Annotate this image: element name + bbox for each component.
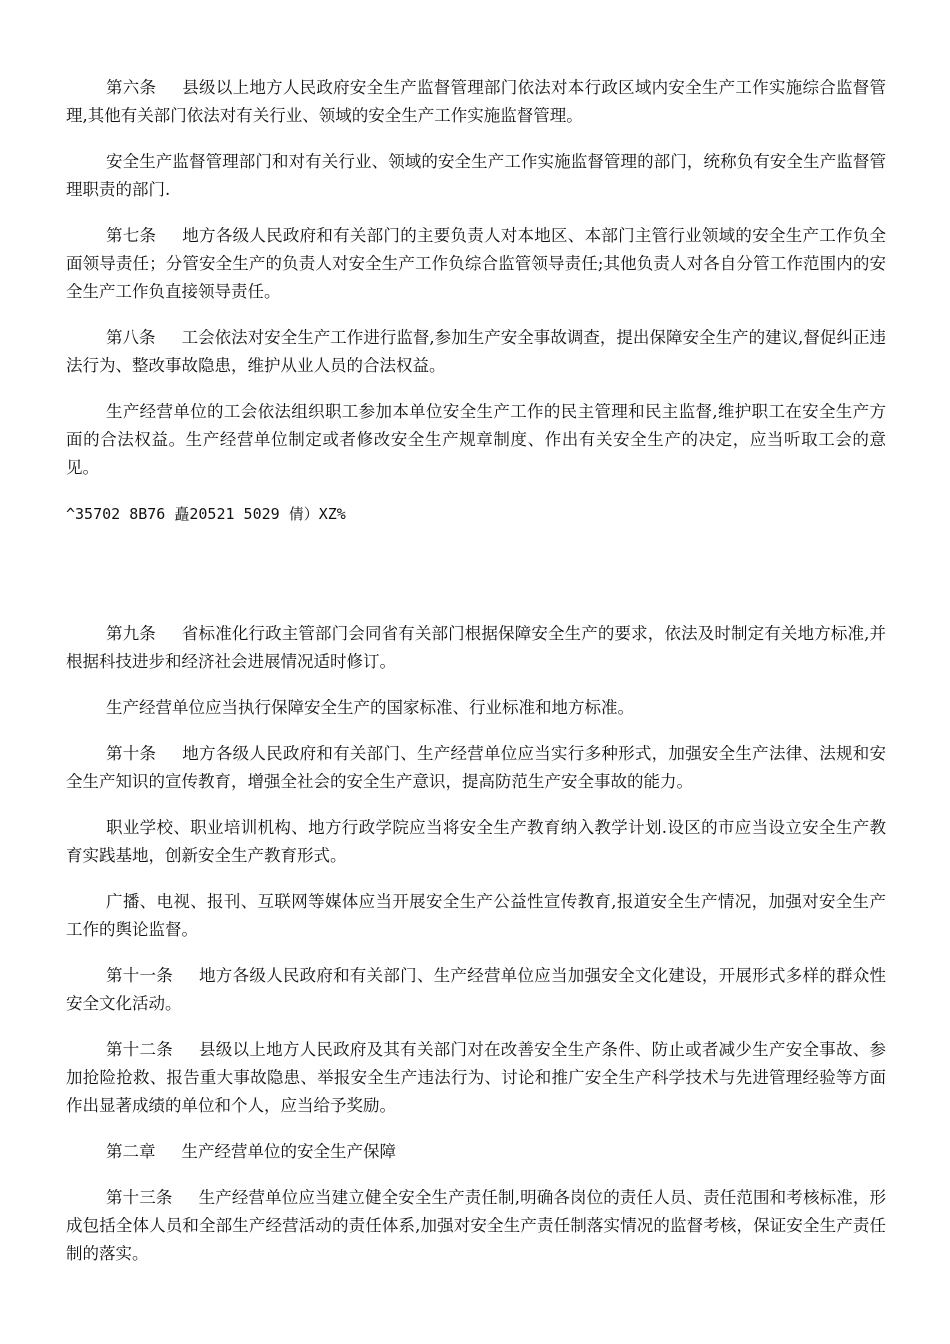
article-number: 第十三条 [106,1188,173,1207]
chapter-heading [66,1138,886,1166]
paragraph-text: 地方各级人民政府和有关部门、生产经营单位应当加强安全文化建设，开展形式多样的群众性安全文化活动。 [66,966,887,1013]
garbled-text-line: ^35702 8B76 矗20521 5029 倩）XZ% [66,505,346,523]
article-number: 第十条 [106,744,157,763]
article-9-paragraph-2 [66,694,886,722]
document-page [66,74,886,1286]
article-6-paragraph [66,74,886,130]
paragraph-text: 生产经营单位应当执行保障安全生产的国家标准、行业标准和地方标准。 [106,698,634,717]
chapter-number: 第二章 [106,1142,156,1161]
article-8-paragraph [66,324,886,380]
article-number: 第十二条 [106,1040,174,1059]
paragraph-text: 职业学校、职业培训机构、地方行政学院应当将安全生产教育纳入教学计划.设区的市应当设立安全生产教育实践基地，创新安全生产教育形式。 [66,818,886,865]
article-number: 第九条 [106,624,156,643]
paragraph-text: 地方各级人民政府和有关部门的主要负责人对本地区、本部门主管行业领域的安全生产工作负全面领导责任；分管安全生产的负责人对安全生产工作负综合监管领导责任;其他负责人对各自分管工作范围内的安全生产工作负直接领导责任。 [66,226,887,301]
paragraph-text: 工会依法对安全生产工作进行监督,参加生产安全事故调查，提出保障安全生产的建议,督促纠正违法行为、整改事故隐患，维护从业人员的合法权益。 [66,328,887,375]
paragraph-text: 地方各级人民政府和有关部门、生产经营单位应当实行多种形式，加强安全生产法律、法规和安全生产知识的宣传教育，增强全社会的安全生产意识，提高防范生产安全事故的能力。 [66,744,887,791]
paragraph-text: 县级以上地方人民政府安全生产监督管理部门依法对本行政区域内安全生产工作实施综合监督管理,其他有关部门依法对有关行业、领域的安全生产工作实施监督管理。 [66,78,887,125]
article-number: 第六条 [106,78,157,97]
paragraph-text: 安全生产监督管理部门和对有关行业、领域的安全生产工作实施监督管理的部门，统称负有安全生产监督管理职责的部门. [66,152,886,199]
chapter-title: 生产经营单位的安全生产保障 [181,1142,396,1161]
paragraph-text: 省标准化行政主管部门会同省有关部门根据保障安全生产的要求，依法及时制定有关地方标准,并根据科技进步和经济社会进展情况适时修订。 [66,624,887,671]
article-10-paragraph [66,740,886,796]
article-10-paragraph-3 [66,888,886,944]
article-number: 第十一条 [106,966,174,985]
paragraph-text: 县级以上地方人民政府及其有关部门对在改善安全生产条件、防止或者减少生产安全事故、参加抢险抢救、报告重大事故隐患、举报安全生产违法行为、讨论和推广安全生产科学技术与先进管理经验等方面作出显著成绩的单位和个人，应当给予奖励。 [66,1040,887,1115]
article-13-paragraph [66,1184,886,1268]
paragraph-text: 广播、电视、报刊、互联网等媒体应当开展安全生产公益性宣传教育,报道安全生产情况，加强对安全生产工作的舆论监督。 [66,892,886,939]
paragraph-text: 生产经营单位应当建立健全安全生产责任制,明确各岗位的责任人员、责任范围和考核标准，形成包括全体人员和全部生产经营活动的责任体系,加强对安全生产责任制落实情况的监督考核，保证安全生产责任制的落实。 [66,1188,887,1263]
article-11-paragraph [66,962,886,1018]
article-8-paragraph-2 [66,398,886,482]
article-9-paragraph [66,620,886,676]
article-6-paragraph-2 [66,148,886,204]
article-number: 第八条 [106,328,156,347]
paragraph-text: 生产经营单位的工会依法组织职工参加本单位安全生产工作的民主管理和民主监督,维护职工在安全生产方面的合法权益。生产经营单位制定或者修改安全生产规章制度、作出有关安全生产的决定，应当听取工会的意见。 [66,402,886,477]
article-10-paragraph-2 [66,814,886,870]
article-number: 第七条 [106,226,157,245]
article-7-paragraph [66,222,886,306]
article-12-paragraph [66,1036,886,1120]
